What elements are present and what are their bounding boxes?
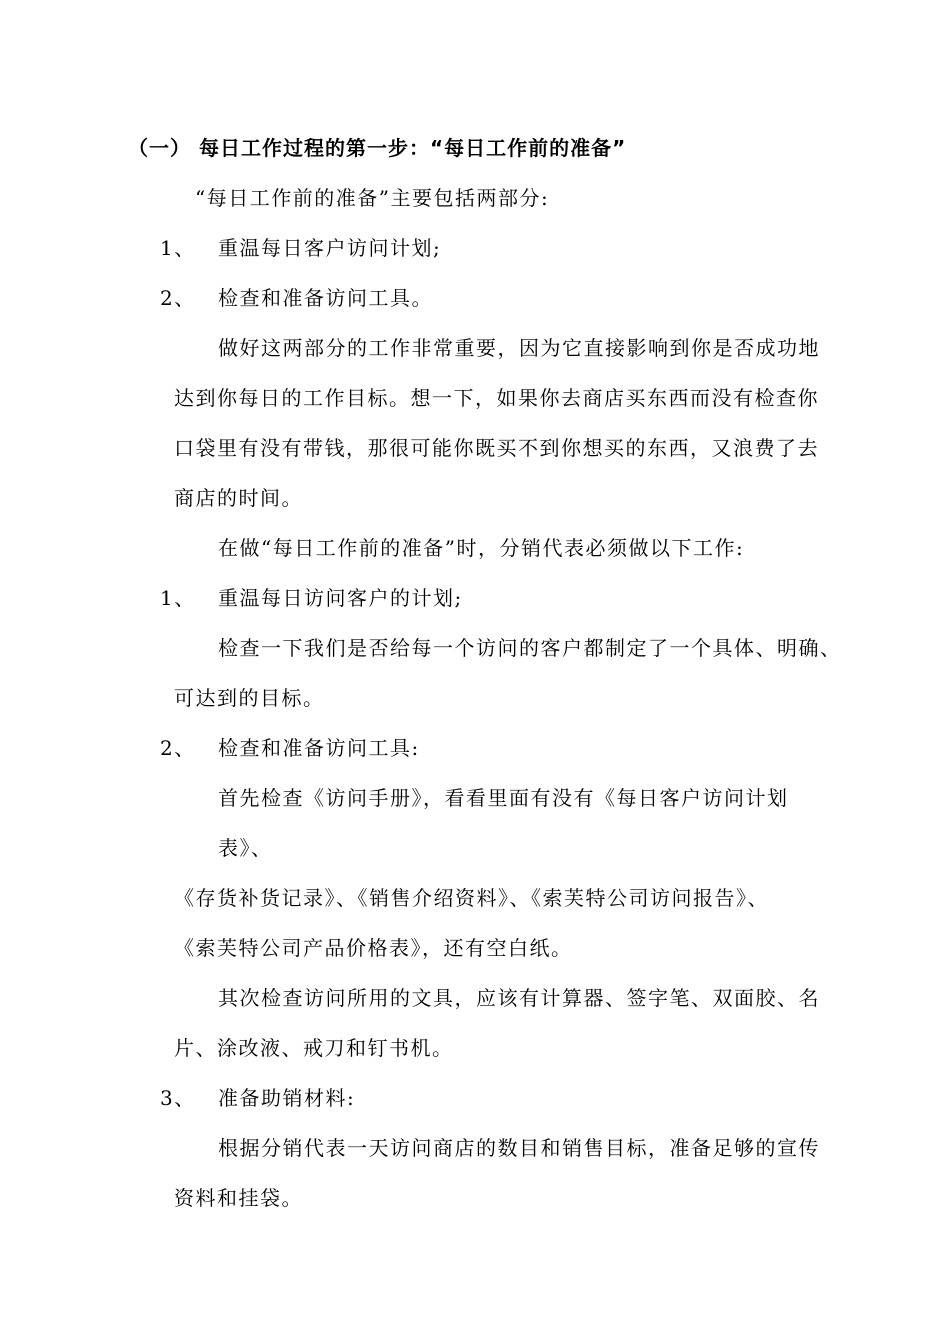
paragraph-line: 根据分销代表一天访问商店的数目和销售目标，准备足够的宣传 [218, 1136, 820, 1160]
list-item [160, 286, 196, 310]
paragraph-line: 做好这两部分的工作非常重要，因为它直接影响到你是否成功地 [218, 336, 820, 360]
intro-text: “每日工作前的准备”主要包括两部分: [195, 186, 550, 210]
paragraph-line: 片、涂改液、戒刀和钉书机。 [174, 1036, 454, 1060]
list-item-text: 检查和准备访问工具: [218, 736, 420, 760]
paragraph-line: 检查一下我们是否给每一个访问的客户都制定了一个具体、明确、 [218, 636, 842, 660]
paragraph-line: 其次检查访问所用的文具，应该有计算器、签字笔、双面胶、名 [218, 986, 820, 1010]
list-number: 1、 [160, 236, 196, 260]
list-number: 3、 [160, 1086, 196, 1110]
list-item-text: 检查和准备访问工具。 [218, 286, 433, 310]
list-number: 1、 [160, 586, 196, 610]
list-number: 2、 [160, 736, 196, 760]
paragraph-line: 资料和挂袋。 [174, 1186, 303, 1210]
paragraph-line: 口袋里有没有带钱，那很可能你既买不到你想买的东西，又浪费了去 [174, 436, 819, 460]
paragraph-line: 达到你每日的工作目标。想一下，如果你去商店买东西而没有检查你 [174, 386, 819, 410]
list-item-text: 准备助销材料: [218, 1086, 356, 1110]
section-heading: （一） 每日工作过程的第一步：“每日工作前的准备” [128, 136, 627, 160]
paragraph-line: 《存货补货记录》、《销售介绍资料》、《索芙特公司访问报告》、 [174, 886, 769, 910]
paragraph-line: 可达到的目标。 [174, 686, 325, 710]
list-item-text: 重温每日客户访问计划; [218, 236, 442, 260]
paragraph-line: 在做“每日工作前的准备”时，分销代表必须做以下工作: [218, 536, 745, 560]
paragraph-line: 商店的时间。 [174, 486, 303, 510]
list-number: 2、 [160, 286, 196, 310]
list-item [160, 236, 196, 260]
list-item-text: 重温每日访问客户的计划; [218, 586, 463, 610]
paragraph-line: 表》、 [218, 836, 273, 860]
paragraph-line: 《索芙特公司产品价格表》，还有空白纸。 [174, 936, 573, 960]
paragraph-line: 首先检查《访问手册》，看看里面有没有《每日客户访问计划 [218, 786, 789, 810]
